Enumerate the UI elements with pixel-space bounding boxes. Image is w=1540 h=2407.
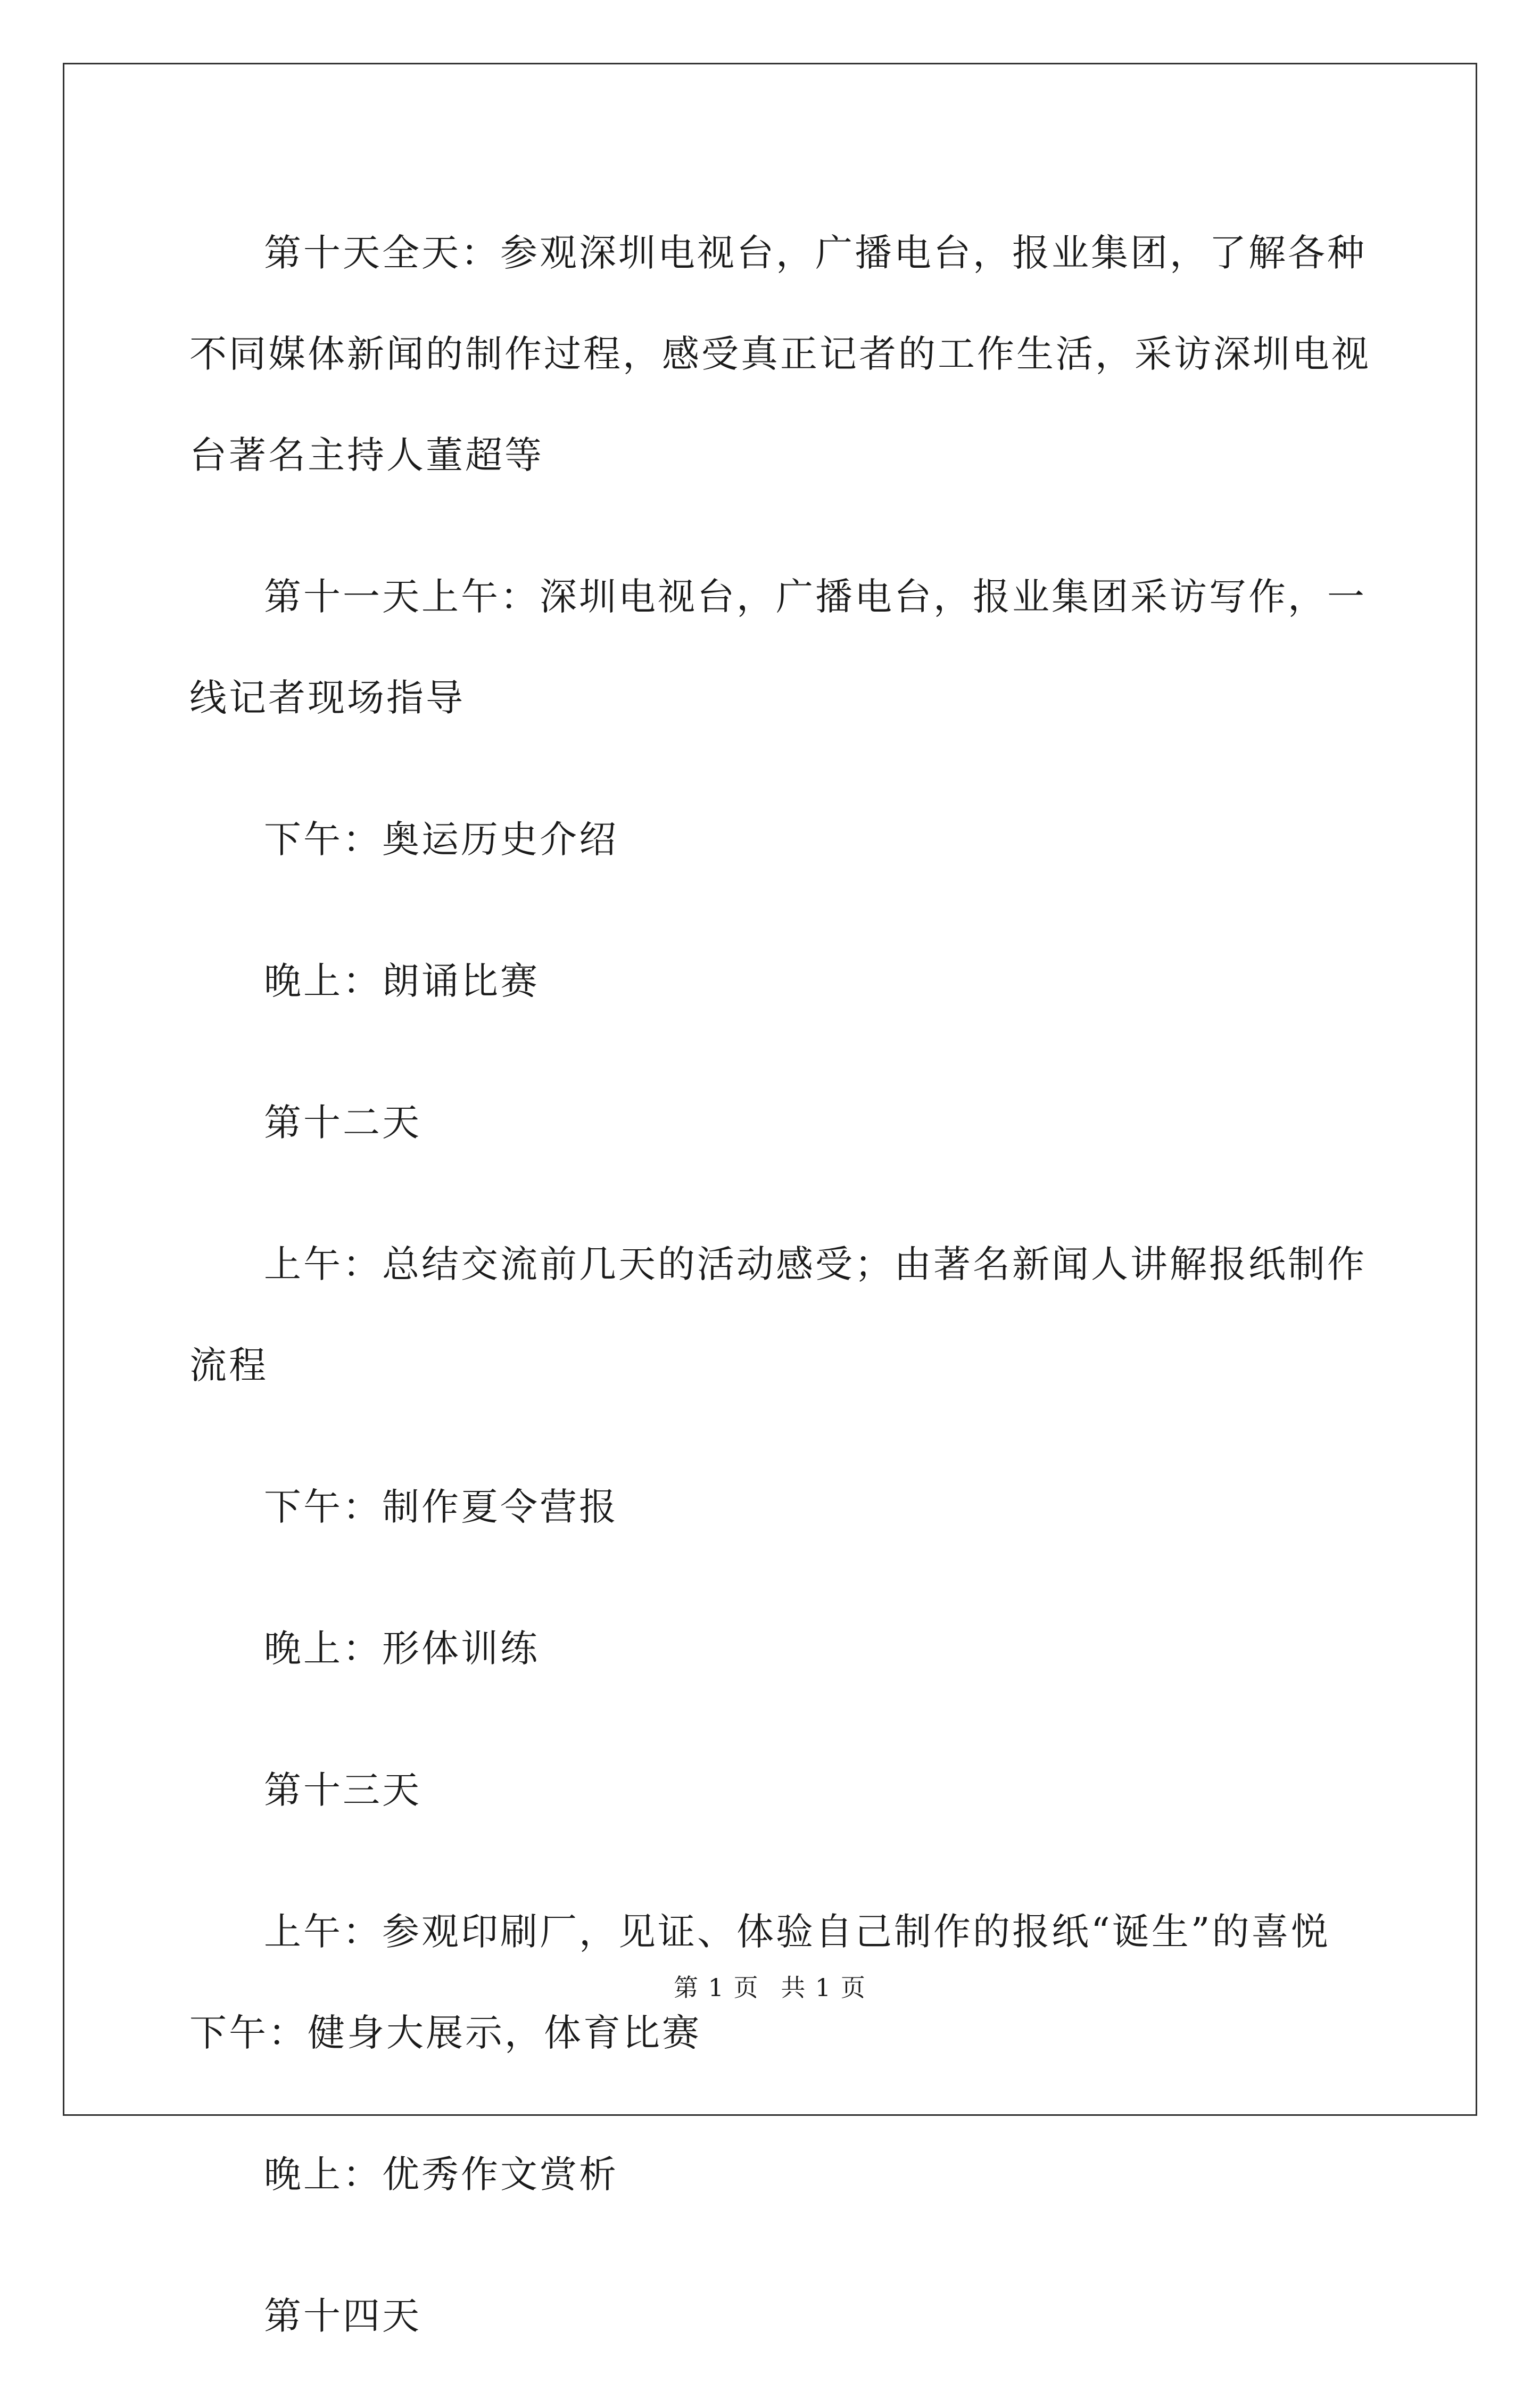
paragraph-line: 晚上：优秀作文赏析 bbox=[264, 2153, 618, 2196]
paragraph-line: 上午：参观印刷厂，见证、体验自己制作的报纸“诞生”的喜悦 bbox=[264, 1910, 1330, 1953]
paragraph-line: 下午：健身大展示，体育比赛 bbox=[189, 2011, 701, 2055]
paragraph-day14-heading bbox=[189, 2265, 1358, 2367]
paragraph-line: 下午：制作夏令营报 bbox=[264, 1485, 618, 1529]
paragraph-line: 第十三天 bbox=[264, 1768, 421, 1812]
paragraph-line: 第十四天 bbox=[264, 2294, 421, 2338]
page-footer bbox=[0, 1972, 1540, 2004]
paragraph-line: 流程 bbox=[189, 1343, 268, 1387]
page-number-current: 第 1 页 bbox=[674, 1973, 759, 2002]
paragraph-day12-evening bbox=[189, 1598, 1358, 1699]
paragraph-line: 下午：奥运历史介绍 bbox=[264, 818, 618, 861]
paragraph-line: 上午：总结交流前几天的活动感受；由著名新闻人讲解报纸制作 bbox=[264, 1242, 1367, 1286]
paragraph-line: 不同媒体新闻的制作过程，感受真正记者的工作生活，采访深圳电视 bbox=[189, 332, 1371, 376]
paragraph-day13-heading bbox=[189, 1740, 1358, 1841]
paragraph-day13-evening bbox=[189, 2124, 1358, 2225]
paragraph-day12-morning bbox=[189, 1214, 1367, 1416]
paragraph-line: 台著名主持人董超等 bbox=[189, 433, 544, 477]
paragraph-line: 第十天全天：参观深圳电视台，广播电台，报业集团，了解各种 bbox=[264, 231, 1367, 275]
paragraph-line: 第十一天上午：深圳电视台，广播电台，报业集团采访写作，一 bbox=[264, 575, 1367, 619]
paragraph-day11-afternoon bbox=[189, 789, 1358, 890]
document-body bbox=[189, 202, 1371, 2407]
paragraph-line: 晚上：朗诵比赛 bbox=[264, 959, 540, 1003]
page-number-total: 共 1 页 bbox=[781, 1973, 866, 2002]
paragraph-day10 bbox=[189, 202, 1371, 506]
paragraph-day12-heading bbox=[189, 1072, 1358, 1173]
paragraph-line: 线记者现场指导 bbox=[189, 676, 465, 720]
paragraph-day11 bbox=[189, 546, 1367, 748]
paragraph-day11-evening bbox=[189, 930, 1358, 1032]
paragraph-line: 晚上：形体训练 bbox=[264, 1627, 540, 1670]
paragraph-line: 第十二天 bbox=[264, 1101, 421, 1144]
paragraph-day12-afternoon bbox=[189, 1456, 1358, 1557]
